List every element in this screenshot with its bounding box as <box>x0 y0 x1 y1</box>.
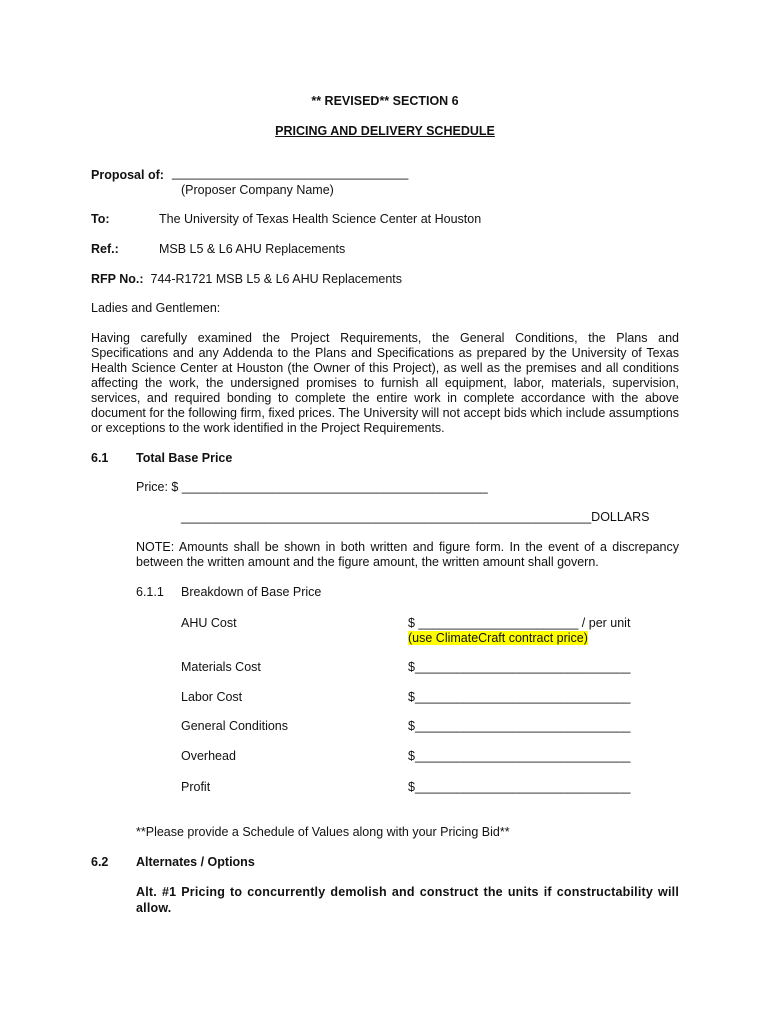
to-value: The University of Texas Health Science Center at Houston <box>159 212 482 226</box>
page-title-text: PRICING AND DELIVERY SCHEDULE <box>275 124 495 138</box>
ahu-cost-field[interactable]: $ _______________________ / per unit <box>408 616 631 630</box>
ahu-cost-note-text: (use ClimateCraft contract price) <box>408 631 588 645</box>
proposal-label: Proposal of: <box>91 168 164 182</box>
overhead-field[interactable]: $_______________________________ <box>408 749 631 763</box>
ref-value: MSB L5 & L6 AHU Replacements <box>159 242 346 256</box>
amount-note: NOTE: Amounts shall be shown in both written and figure form. In the event of a discrepancy between the written amount and the figure amount, the written amount shall govern. <box>136 540 679 569</box>
profit-field[interactable]: $_______________________________ <box>408 780 631 794</box>
alternate-1-text: Alt. #1 Pricing to concurrently demolish and construct the units if constructability will allow. <box>136 885 679 915</box>
overhead-label: Overhead <box>181 749 236 763</box>
section-6-1-title: Total Base Price <box>136 451 233 465</box>
rfp-line <box>91 272 402 286</box>
intro-paragraph: Having carefully examined the Project Requirements, the General Conditions, the Plans and Specifications and any Addenda to the Plans and Specifications as prepared by the University of Texas Health Science Center at Houston (the Owner of this Project), as well as the premises and all conditions affecting the work, the undersigned promises to furnish all equipment, labor, materials, supervision, services, and required bonding to complete the entire work in complete accordance with the above document for the following firm, fixed prices. The University will not accept bids which include assumptions or exceptions to the work identified in the Project Requirements. <box>91 331 679 435</box>
proposal-caption: (Proposer Company Name) <box>181 183 334 197</box>
to-label: To: <box>91 212 110 226</box>
dollars-written-field[interactable]: ___________________________________________________________DOLLARS <box>181 510 650 524</box>
section-6-1-number: 6.1 <box>91 451 109 465</box>
ahu-cost-label: AHU Cost <box>181 616 237 630</box>
materials-cost-field[interactable]: $_______________________________ <box>408 660 631 674</box>
section-heading: ** REVISED** SECTION 6 <box>311 94 459 108</box>
page-title <box>0 124 770 138</box>
ahu-cost-note <box>408 631 588 645</box>
general-conditions-label: General Conditions <box>181 719 289 733</box>
rfp-value: 744-R1721 MSB L5 & L6 AHU Replacements <box>150 272 403 286</box>
profit-label: Profit <box>181 780 211 794</box>
ref-label: Ref.: <box>91 242 119 256</box>
breakdown-number: 6.1.1 <box>136 585 164 599</box>
breakdown-title: Breakdown of Base Price <box>181 585 322 599</box>
labor-cost-field[interactable]: $_______________________________ <box>408 690 631 704</box>
section-6-2-number: 6.2 <box>91 855 109 869</box>
general-conditions-field[interactable]: $_______________________________ <box>408 719 631 733</box>
labor-cost-label: Labor Cost <box>181 690 243 704</box>
price-field[interactable]: Price: $ ____________________________________________ <box>136 480 488 494</box>
section-6-2-title: Alternates / Options <box>136 855 255 869</box>
rfp-label: RFP No.: <box>91 272 144 286</box>
salutation: Ladies and Gentlemen: <box>91 301 221 315</box>
materials-cost-label: Materials Cost <box>181 660 261 674</box>
proposal-company-field[interactable]: __________________________________ <box>172 166 409 180</box>
schedule-of-values-note: **Please provide a Schedule of Values along with your Pricing Bid** <box>136 825 510 839</box>
